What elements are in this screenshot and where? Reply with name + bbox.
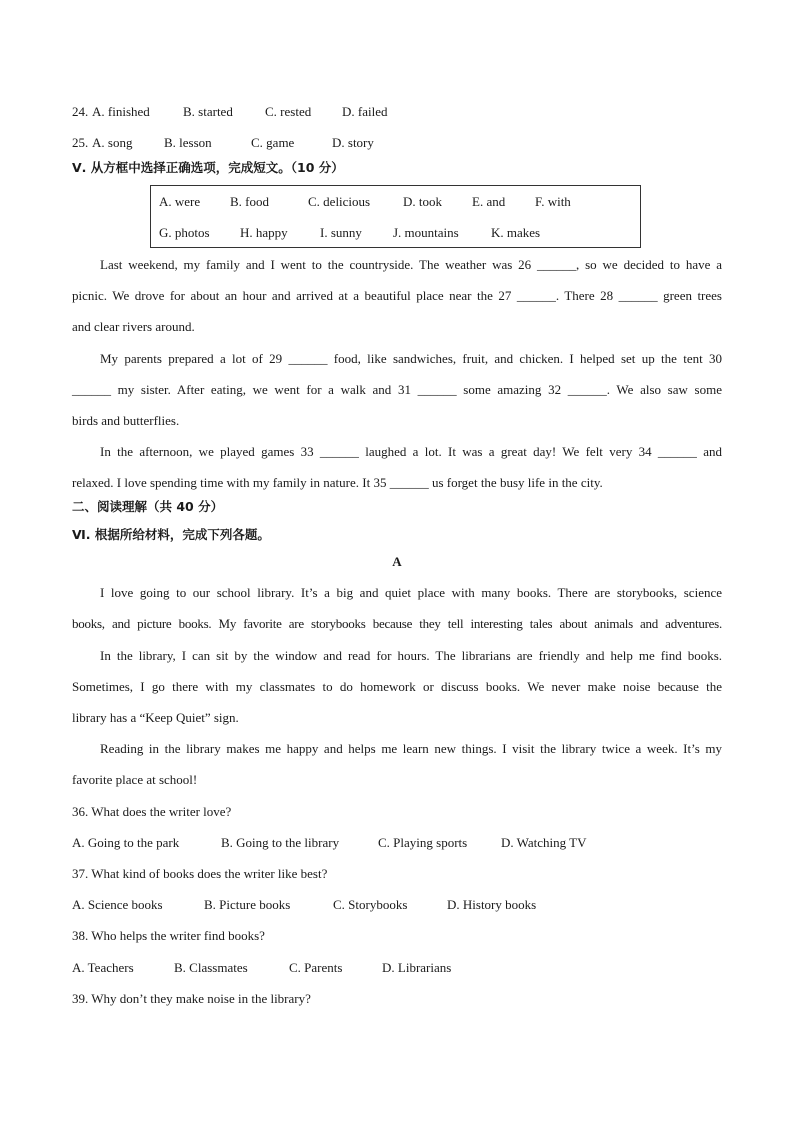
word-option: D. took <box>403 194 442 209</box>
option-b: B. Picture books <box>204 897 291 912</box>
option-b: B. started <box>183 104 233 119</box>
passage-line: My parents prepared a lot of 29 ______ food, like sandwiches, fruit, and chicken. I helped set up the tent 30 <box>100 351 722 366</box>
word-option: C. delicious <box>308 194 371 209</box>
passage-line: picnic. We drove for about an hour and arrived at a beautiful place near the 27 ______. There 28 ______ green trees <box>72 288 722 303</box>
option-b: B. Classmates <box>174 960 248 975</box>
passage-line: Reading in the library makes me happy and helps me learn new things. I visit the library twice a week. It’s my <box>100 741 722 756</box>
passage-line: birds and butterflies. <box>72 413 180 428</box>
question-39-stem: 39. Why don’t they make noise in the library? <box>72 991 311 1006</box>
word-option: G. photos <box>159 225 210 240</box>
option-b: B. lesson <box>164 135 212 150</box>
option-a: A. Going to the park <box>72 835 180 850</box>
word-option: I. sunny <box>320 225 362 240</box>
option-d: D. Librarians <box>382 960 452 975</box>
question-number: 25. <box>72 135 89 150</box>
word-option: B. food <box>230 194 269 209</box>
question-38-stem: 38. Who helps the writer find books? <box>72 928 265 943</box>
option-c: C. Playing sports <box>378 835 468 850</box>
option-a: A. Teachers <box>72 960 134 975</box>
section-6-heading: Ⅵ. 根据所给材料，完成下列各题。 <box>72 527 270 542</box>
option-c: C. rested <box>265 104 312 119</box>
option-d: D. story <box>332 135 374 150</box>
word-option: H. happy <box>240 225 288 240</box>
passage-line: books, and picture books. My favorite are storybooks because they tell interesting tales about animals and adventures. <box>72 616 722 631</box>
passage-line: relaxed. I love spending time with my family in nature. It 35 ______ us forget the busy life in the city. <box>72 475 603 490</box>
passage-line: In the afternoon, we played games 33 ______ laughed a lot. It was a great day! We felt very 34 ______ and <box>100 444 722 459</box>
passage-line: Sometimes, I go there with my classmates to do homework or discuss books. We never make noise because the <box>72 679 722 694</box>
word-option: A. were <box>159 194 201 209</box>
option-d: D. Watching TV <box>501 835 587 850</box>
passage-line: ______ my sister. After eating, we went for a walk and 31 ______ some amazing 32 ______. We also saw some <box>72 382 722 397</box>
passage-line: favorite place at school! <box>72 772 198 787</box>
passage-line: Last weekend, my family and I went to the countryside. The weather was 26 ______, so we decided to have a <box>100 257 722 272</box>
passage-line: library has a “Keep Quiet” sign. <box>72 710 239 725</box>
word-option: K. makes <box>491 225 541 240</box>
option-a: A. finished <box>92 104 150 119</box>
passage-line: I love going to our school library. It’s a big and quiet place with many books. There are storybooks, science <box>100 585 722 600</box>
option-a: A. song <box>92 135 133 150</box>
word-option: E. and <box>472 194 506 209</box>
option-d: D. History books <box>447 897 537 912</box>
word-option: F. with <box>535 194 571 209</box>
passage-line: and clear rivers around. <box>72 319 195 334</box>
question-number: 24. <box>72 104 89 119</box>
option-d: D. failed <box>342 104 388 119</box>
question-37-stem: 37. What kind of books does the writer like best? <box>72 866 328 881</box>
part-2-heading: 二、阅读理解（共 40 分） <box>72 499 224 514</box>
option-c: C. Parents <box>289 960 343 975</box>
option-c: C. Storybooks <box>333 897 408 912</box>
passage-line: In the library, I can sit by the window and read for hours. The librarians are friendly and help me find books. <box>100 648 722 663</box>
option-c: C. game <box>251 135 295 150</box>
option-a: A. Science books <box>72 897 163 912</box>
word-option: J. mountains <box>393 225 459 240</box>
passage-a-label: A <box>392 554 402 569</box>
option-b: B. Going to the library <box>221 835 340 850</box>
question-36-stem: 36. What does the writer love? <box>72 804 232 819</box>
section-5-heading: Ⅴ. 从方框中选择正确选项，完成短文。（10 分） <box>72 160 344 175</box>
